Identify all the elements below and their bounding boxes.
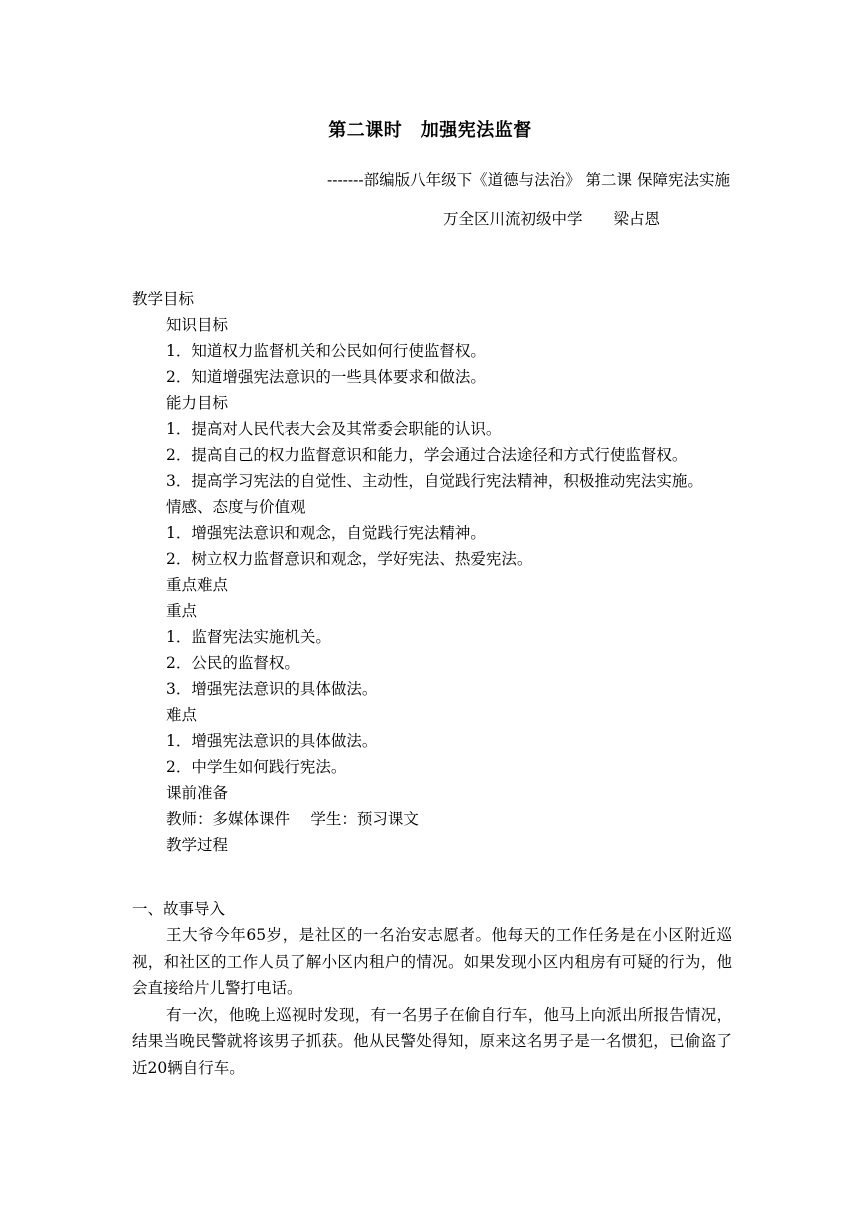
subheading-knowledge-goals: 知识目标 — [166, 316, 229, 334]
story-paragraph: 王大爷今年65岁，是社区的一名治安志愿者。他每天的工作任务是在小区附近巡视，和社区的工作人员了解小区内租户的情况。如果发现小区内租房有可疑的行为，他会直接给片儿警打电话。 — [132, 926, 732, 997]
subheading-focus: 重点 — [166, 602, 198, 620]
author-line: 万全区川流初级中学 梁占恩 — [442, 210, 660, 228]
story-section — [132, 922, 732, 1081]
preparation-text: 教师：多媒体课件 学生：预习课文 — [166, 810, 419, 828]
heading-teaching-goals: 教学目标 — [132, 290, 195, 308]
list-item: 2．中学生如何践行宪法。 — [166, 758, 347, 776]
list-item: 1．增强宪法意识和观念，自觉践行宪法精神。 — [166, 524, 486, 542]
list-item: 1．监督宪法实施机关。 — [166, 628, 331, 646]
subheading-difficulty: 难点 — [166, 706, 198, 724]
subheading-key-points: 重点难点 — [166, 576, 229, 594]
list-item: 1．增强宪法意识的具体做法。 — [166, 732, 378, 750]
document-body — [132, 286, 732, 858]
list-item: 2．提高自己的权力监督意识和能力，学会通过合法途径和方式行使监督权。 — [166, 446, 688, 464]
list-item: 3．提高学习宪法的自觉性、主动性，自觉践行宪法精神，积极推动宪法实施。 — [166, 472, 703, 490]
subheading-preparation: 课前准备 — [166, 784, 229, 802]
list-item: 1．提高对人民代表大会及其常委会职能的认识。 — [166, 420, 502, 438]
list-item: 1．知道权力监督机关和公民如何行使监督权。 — [166, 342, 486, 360]
list-item: 2．公民的监督权。 — [166, 654, 300, 672]
list-item: 2．知道增强宪法意识的一些具体要求和做法。 — [166, 368, 486, 386]
section-heading-story: 一、故事导入 — [132, 900, 226, 918]
story-paragraph: 有一次，他晚上巡视时发现，有一名男子在偷自行车，他马上向派出所报告情况，结果当晚民警就将该男子抓获。他从民警处得知，原来这名男子是一名惯犯，已偷盗了近20辆自行车。 — [132, 1005, 732, 1077]
list-item: 3．增强宪法意识的具体做法。 — [166, 680, 378, 698]
subheading-ability-goals: 能力目标 — [166, 394, 229, 412]
list-item: 2．树立权力监督意识和观念，学好宪法、热爱宪法。 — [166, 550, 533, 568]
subheading-process: 教学过程 — [166, 836, 229, 854]
document-subtitle: -------部编版八年级下《道德与法治》 第二课 保障宪法实施 — [326, 171, 730, 189]
subheading-emotion-goals: 情感、态度与价值观 — [166, 498, 306, 516]
document-title: 第二课时 加强宪法监督 — [328, 120, 532, 141]
